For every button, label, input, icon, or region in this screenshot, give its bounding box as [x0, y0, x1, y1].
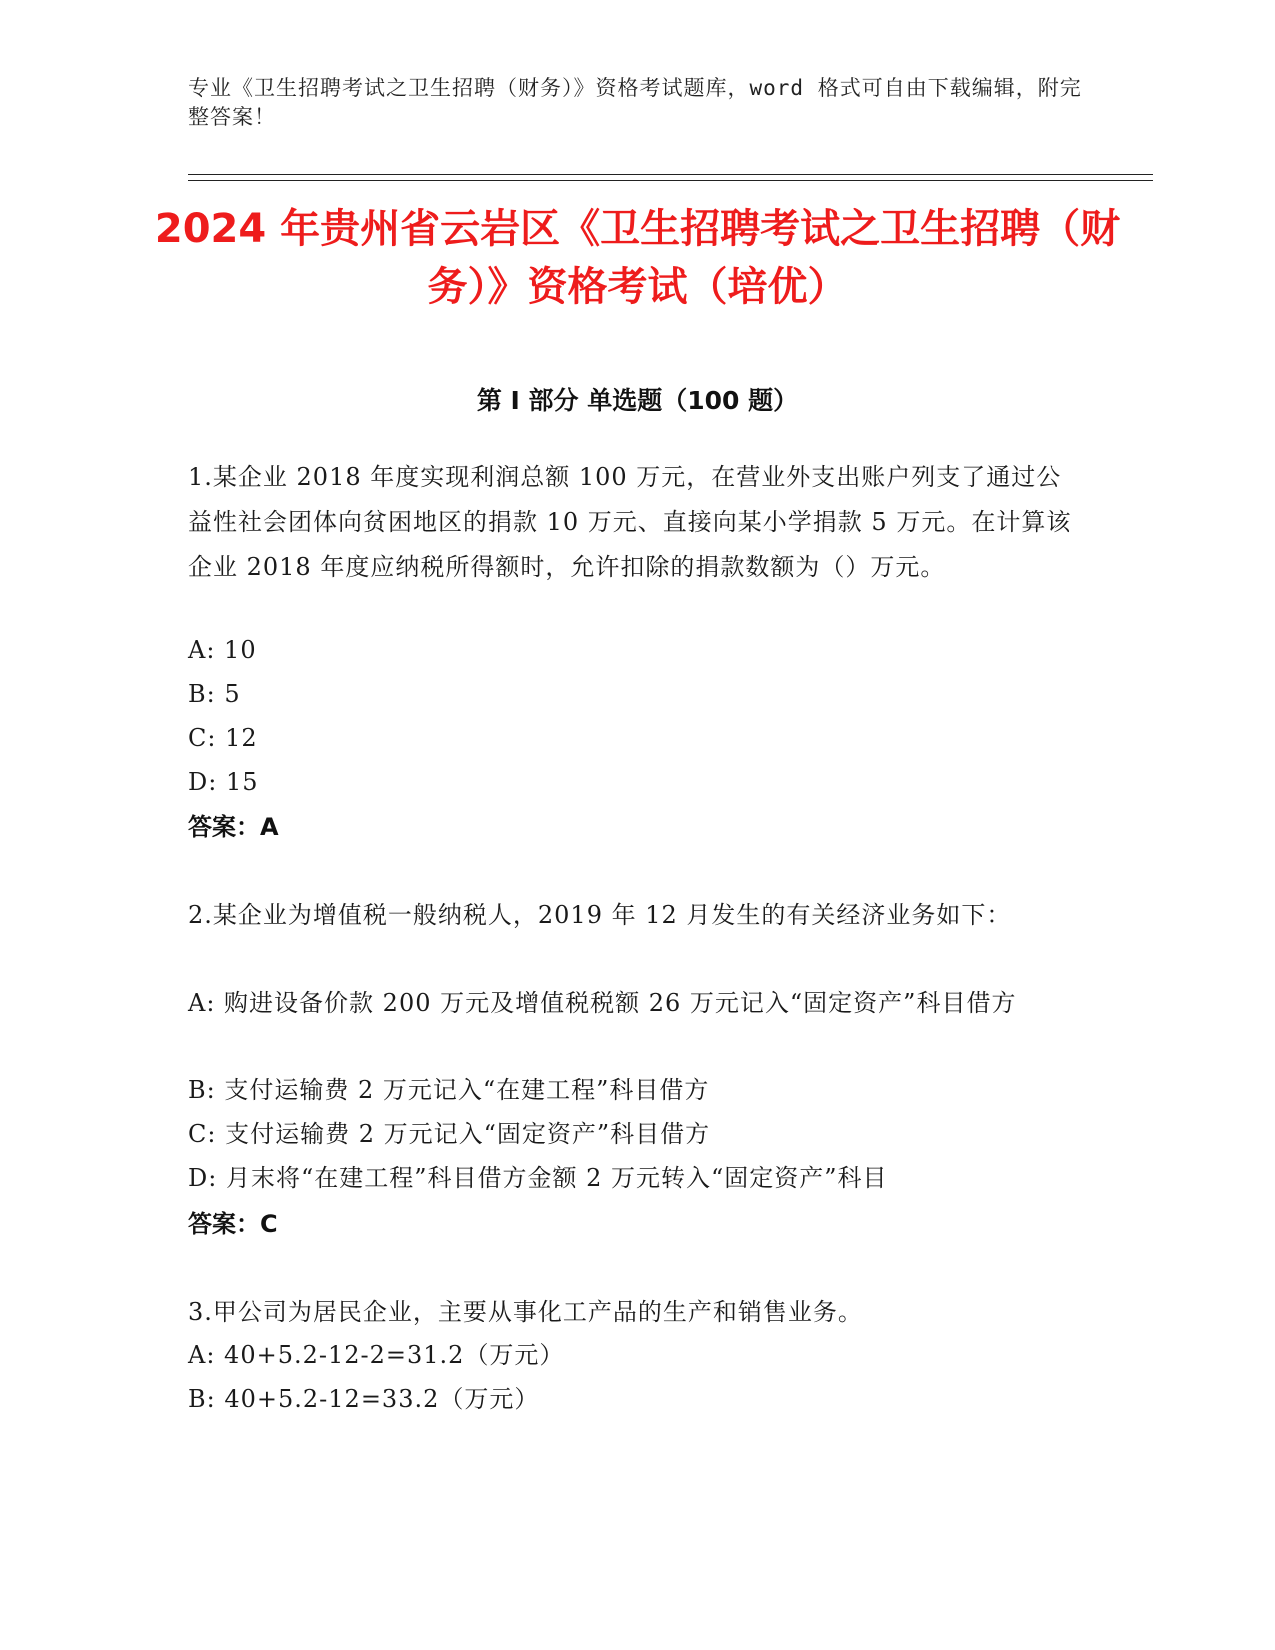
header-divider-top	[188, 174, 1153, 175]
question-3-option-a: A: 40+5.2-12-2=31.2（万元）	[188, 1341, 565, 1369]
header-note: 专业《卫生招聘考试之卫生招聘（财务）》资格考试题库，word 格式可自由下载编辑，附完整答案！	[188, 76, 1082, 129]
question-1-option-c: C: 12	[188, 724, 258, 752]
section-heading: 第 I 部分 单选题（100 题）	[476, 386, 799, 415]
question-1-option-a: A: 10	[188, 636, 257, 664]
question-2-answer: 答案：C	[188, 1210, 278, 1238]
question-1-text: 1.某企业 2018 年度实现利润总额 100 万元，在营业外支出账户列支了通过公益性社会团体向贫困地区的捐款 10 万元、直接向某小学捐款 5 万元。在计算该企业 2018 年度应纳税所得额时，允许扣除的捐款数额为（）万元。	[188, 463, 1072, 581]
question-1-option-d: D: 15	[188, 768, 259, 796]
document-title: 2024 年贵州省云岩区《卫生招聘考试之卫生招聘（财务）》资格考试（培优）	[154, 206, 1121, 310]
question-3-option-b: B: 40+5.2-12=33.2（万元）	[188, 1385, 540, 1413]
question-1-option-b: B: 5	[188, 680, 241, 708]
question-2-text: 2.某企业为增值税一般纳税人，2019 年 12 月发生的有关经济业务如下：	[188, 901, 1012, 929]
question-2-option-b: B: 支付运输费 2 万元记入“在建工程”科目借方	[188, 1076, 710, 1104]
header-divider-bottom	[188, 180, 1153, 181]
question-2-option-a: A: 购进设备价款 200 万元及增值税税额 26 万元记入“固定资产”科目借方	[188, 989, 1017, 1017]
question-1-answer: 答案：A	[188, 813, 279, 841]
question-2-option-c: C: 支付运输费 2 万元记入“固定资产”科目借方	[188, 1120, 711, 1148]
question-3-text: 3.甲公司为居民企业，主要从事化工产品的生产和销售业务。	[188, 1298, 863, 1326]
question-2-option-d: D: 月末将“在建工程”科目借方金额 2 万元转入“固定资产”科目	[188, 1164, 888, 1192]
